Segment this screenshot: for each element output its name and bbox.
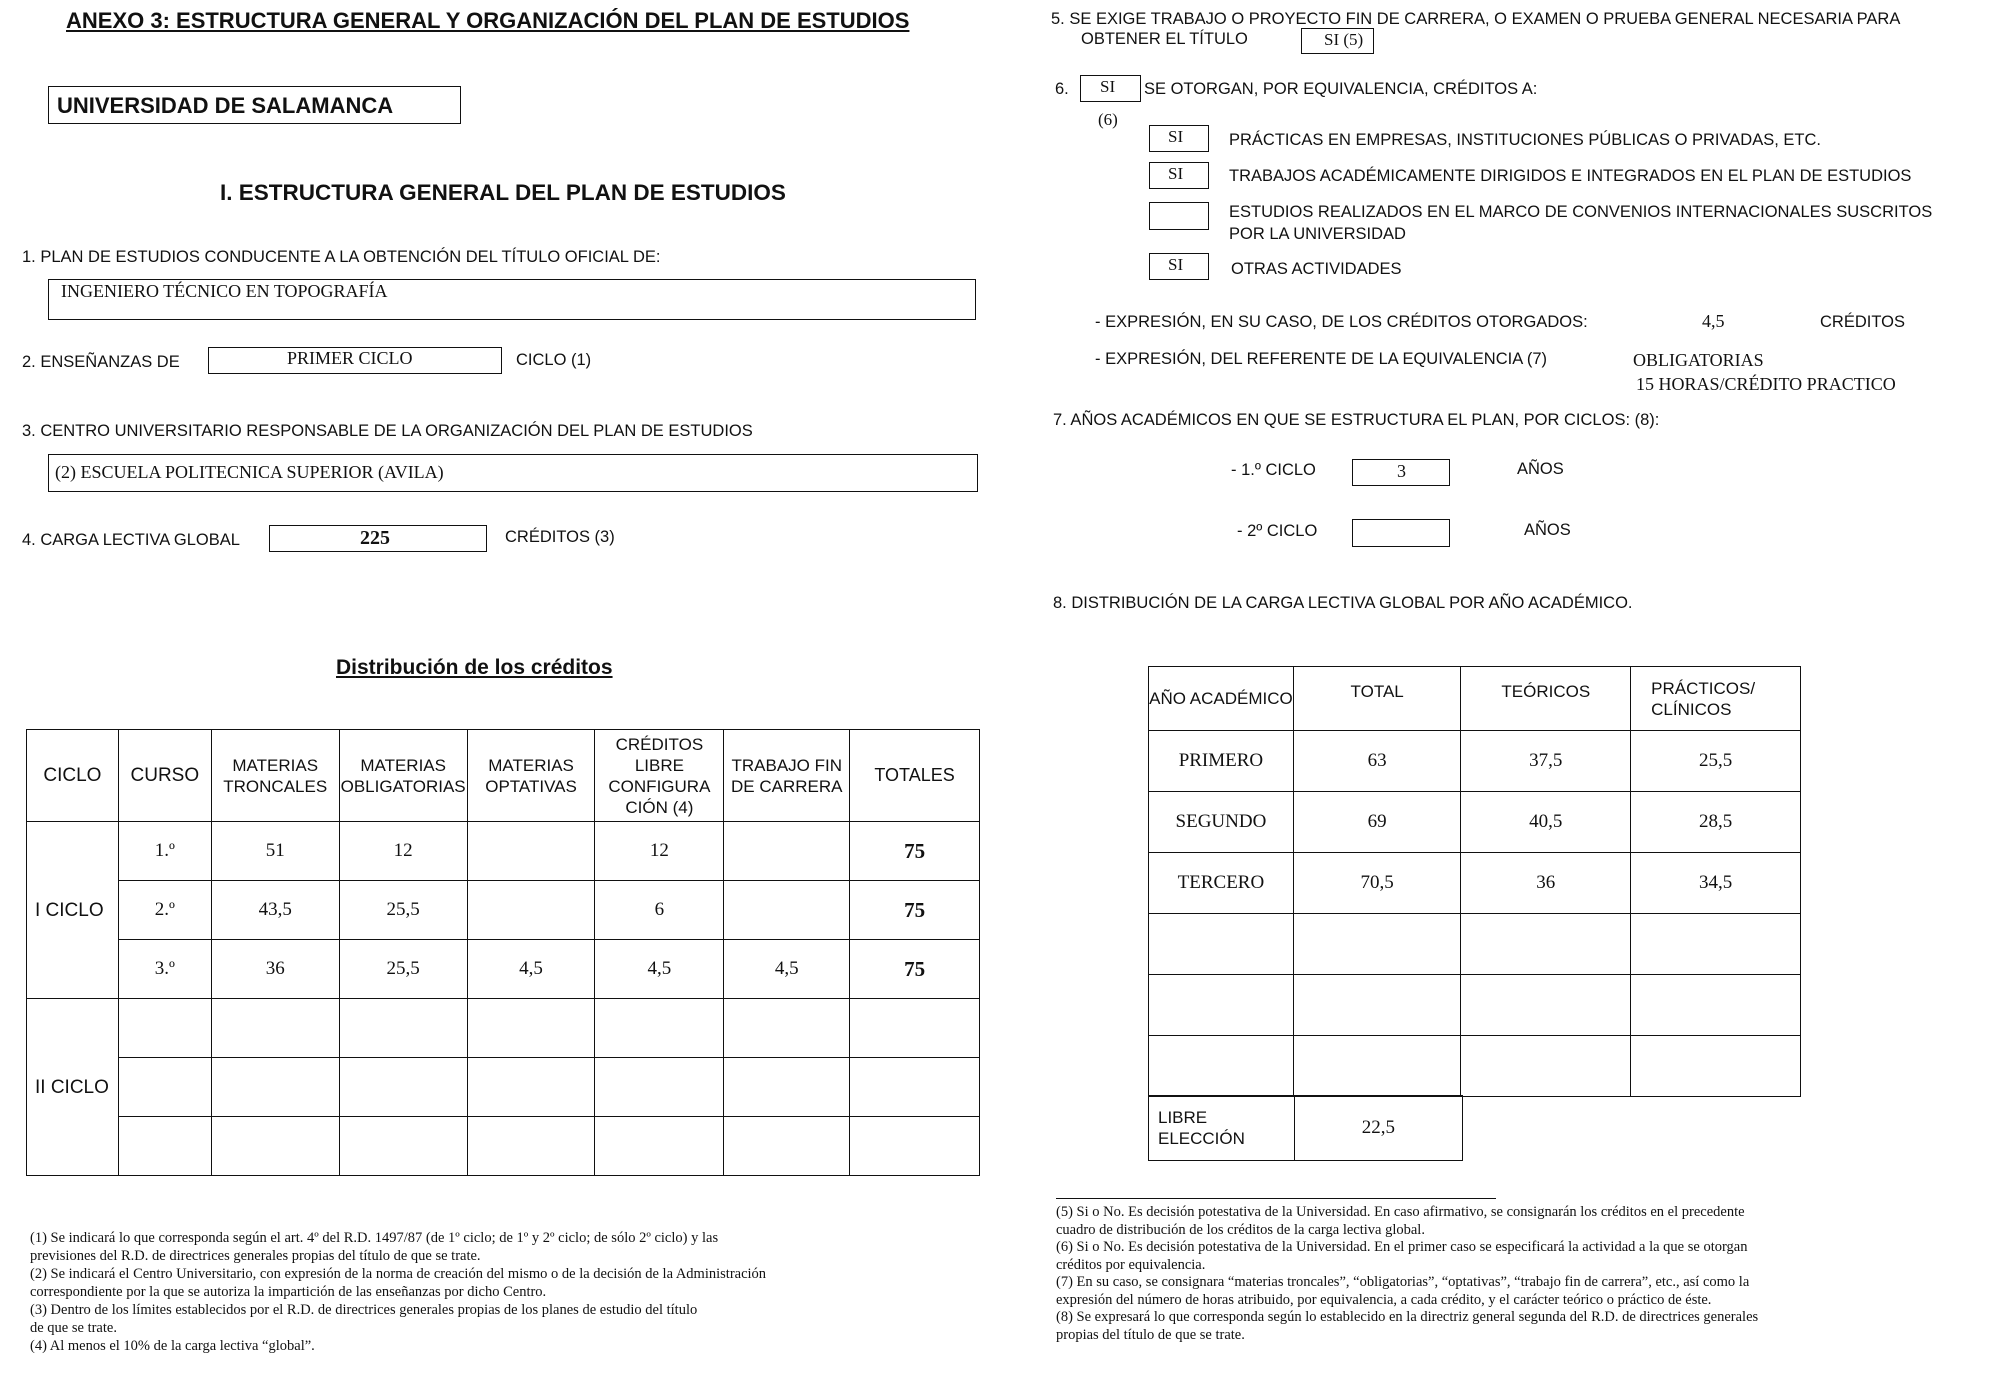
table-row [27,822,980,881]
libre-eleccion-table [1148,1095,1463,1161]
table-row [1149,792,1801,853]
dist-title: Distribución de los créditos [336,656,613,679]
th-ciclo: CICLO [27,730,119,822]
option-2-mark [1149,162,1209,189]
expr1-value: 4,5 [1702,311,1725,331]
table-cell [1631,914,1801,975]
footnote-line: (5) Si o No. Es decisión potestativa de la Universidad. En caso afirmativo, se consignarán los créditos en el precedente [1056,1204,1745,1220]
table-cell [1461,914,1631,975]
table-cell [467,822,595,881]
table-cell: 43,5 [211,881,339,940]
table-cell [118,1117,211,1176]
table-cell [467,881,595,940]
table-cell [724,1117,850,1176]
university-box [48,86,461,124]
right-footnotes [1056,1204,1758,1344]
table-row [1149,1036,1801,1097]
table-cell: 28,5 [1631,792,1801,853]
footnote-line: (7) En su caso, se consignara “materias troncales”, “obligatorias”, “optativas”, “trabajo fin de carrera”, etc., así como la [1056,1274,1750,1290]
item6-field [1080,75,1141,102]
ciclo2-label: - 2º CICLO [1237,522,1318,540]
item4-label: 4. CARGA LECTIVA GLOBAL [22,531,240,549]
table-cell [1631,1036,1801,1097]
table-cell: 63 [1293,731,1461,792]
table-cell: 70,5 [1293,853,1461,914]
th-optativas: MATERIAS OPTATIVAS [467,730,595,822]
th-teoricos: TEÓRICOS [1461,667,1631,731]
footnote-line: correspondiente por la que se autoriza la impartición de las enseñanzas por dicho Centro. [30,1284,547,1300]
table-cell [211,1117,339,1176]
table-cell: 40,5 [1461,792,1631,853]
table-row [27,1058,980,1117]
table-cell [850,999,980,1058]
ciclo-field [208,347,502,374]
credits-table [26,729,980,1176]
ciclo2-years-field [1352,519,1450,547]
th-totales: TOTALES [850,730,980,822]
footnote-line: previsiones del R.D. de directrices generales propias del título de que se trate. [30,1248,481,1264]
libre-eleccion-value: 22,5 [1294,1096,1462,1161]
th-obligatorias: MATERIAS OBLIGATORIAS [339,730,467,822]
item2-suffix: CICLO (1) [516,351,592,369]
option-1-mark-value: SI [1168,127,1184,146]
table-row [27,940,980,999]
option-3-mark [1149,202,1209,230]
table-cell-total: 75 [850,822,980,881]
item5-value: SI (5) [1324,30,1364,49]
expr2-value2: 15 HORAS/CRÉDITO PRACTICO [1636,374,1896,394]
table-cell: 3.º [118,940,211,999]
table-cell [595,1117,724,1176]
table-cell [1461,1036,1631,1097]
university-name: UNIVERSIDAD DE SALAMANCA [57,93,394,118]
table-cell-total: 75 [850,940,980,999]
table-row [1149,853,1801,914]
table-row [1149,975,1801,1036]
libre-eleccion-line2: ELECCIÓN [1158,1129,1245,1148]
th-troncales: MATERIAS TRONCALES [211,730,339,822]
ciclo-value: PRIMER CICLO [287,348,413,368]
carga-value: 225 [360,527,390,549]
section-title: I. ESTRUCTURA GENERAL DEL PLAN DE ESTUDIOS [220,180,786,205]
table-cell: 36 [1461,853,1631,914]
centro-value: (2) ESCUELA POLITECNICA SUPERIOR (AVILA) [55,462,444,482]
ciclo1-years-field [1352,459,1450,486]
table-cell: 69 [1293,792,1461,853]
th-trabajo-fin: TRABAJO FIN DE CARRERA [724,730,850,822]
option-4-mark [1149,253,1209,280]
ciclo1-label: - 1.º CICLO [1231,461,1316,479]
ciclo-2-label: II CICLO [27,999,119,1176]
th-curso: CURSO [118,730,211,822]
item7-label: 7. AÑOS ACADÉMICOS EN QUE SE ESTRUCTURA EL PLAN, POR CICLOS: (8): [1053,411,1660,429]
item6-num: 6. [1055,80,1069,98]
option-3-label: ESTUDIOS REALIZADOS EN EL MARCO DE CONVENIOS INTERNACIONALES SUSCRITOS [1229,203,1933,221]
ciclo1-years-value: 3 [1397,461,1406,481]
ciclo-1-label: I CICLO [27,822,119,999]
document-title: ANEXO 3: ESTRUCTURA GENERAL Y ORGANIZACIÓN DEL PLAN DE ESTUDIOS [66,8,910,33]
table-cell [724,999,850,1058]
expr1-unit: CRÉDITOS [1820,313,1905,331]
item3-label: 3. CENTRO UNIVERSITARIO RESPONSABLE DE LA ORGANIZACIÓN DEL PLAN DE ESTUDIOS [22,422,753,440]
table-cell: 25,5 [339,940,467,999]
table-cell [595,999,724,1058]
table-cell-year: SEGUNDO [1149,792,1294,853]
option-2-label: TRABAJOS ACADÉMICAMENTE DIRIGIDOS E INTEGRADOS EN EL PLAN DE ESTUDIOS [1229,167,1912,185]
option-2-mark-value: SI [1168,164,1184,183]
option-1-label: PRÁCTICAS EN EMPRESAS, INSTITUCIONES PÚBLICAS O PRIVADAS, ETC. [1229,131,1821,149]
expr2-value1: OBLIGATORIAS [1633,350,1764,370]
table-cell: 4,5 [467,940,595,999]
table-cell: 2.º [118,881,211,940]
degree-title-value: INGENIERO TÉCNICO EN TOPOGRAFÍA [61,281,388,301]
libre-eleccion-line1: LIBRE [1158,1108,1208,1127]
option-3-label-cont: POR LA UNIVERSIDAD [1229,225,1406,243]
table-cell [339,1058,467,1117]
item8-label: 8. DISTRIBUCIÓN DE LA CARGA LECTIVA GLOBAL POR AÑO ACADÉMICO. [1053,594,1633,612]
table-cell [1293,914,1461,975]
footnote-line: (1) Se indicará lo que corresponda según el art. 4º del R.D. 1497/87 (de 1º ciclo; de 1º y 2º ciclo; de sólo 2º ciclo) y las [30,1230,719,1246]
th-total: TOTAL [1293,667,1461,731]
option-1-mark [1149,125,1209,152]
th-libre-configuracion: CRÉDITOS LIBRE CONFIGURA CIÓN (4) [595,730,724,822]
footnote-line: propias del título de que se trate. [1056,1326,1245,1343]
expr1-label: - EXPRESIÓN, EN SU CASO, DE LOS CRÉDITOS OTORGADOS: [1095,313,1588,331]
table-cell: 6 [595,881,724,940]
table-cell [467,1058,595,1117]
footnote-line: (4) Al menos el 10% de la carga lectiva “global”. [30,1338,315,1354]
footnote-line: (3) Dentro de los límites establecidos por el R.D. de directrices generales propias de los planes de estudio del título [30,1302,698,1318]
item6-note: (6) [1098,110,1118,129]
item5-line2: OBTENER EL TÍTULO [1081,30,1248,48]
item2-label: 2. ENSEÑANZAS DE [22,353,180,371]
year-distribution-table [1148,666,1801,1097]
table-cell: 12 [595,822,724,881]
table-cell [724,881,850,940]
option-4-label: OTRAS ACTIVIDADES [1231,260,1402,278]
table-row [27,999,980,1058]
left-footnotes [30,1229,766,1355]
centro-field [48,454,978,492]
footnote-line: (8) Se expresará lo que corresponda según lo establecido en la directriz general segunda del R.D. de directrices generales [1056,1309,1759,1325]
footnote-line: de que se trate. [30,1320,117,1336]
table-row [27,881,980,940]
item5-field [1301,28,1374,54]
table-cell: 34,5 [1631,853,1801,914]
item4-suffix: CRÉDITOS (3) [505,528,615,546]
table-cell: 36 [211,940,339,999]
th-practicos: PRÁCTICOS/ CLÍNICOS [1631,667,1801,731]
table-cell: 4,5 [724,940,850,999]
table-cell: 37,5 [1461,731,1631,792]
table-row [1149,914,1801,975]
expr2-label: - EXPRESIÓN, DEL REFERENTE DE LA EQUIVALENCIA (7) [1095,350,1548,368]
table-cell: 51 [211,822,339,881]
item6-label: SE OTORGAN, POR EQUIVALENCIA, CRÉDITOS A: [1144,80,1538,98]
item1-label: 1. PLAN DE ESTUDIOS CONDUCENTE A LA OBTENCIÓN DEL TÍTULO OFICIAL DE: [22,248,661,266]
th-ano-academico: AÑO ACADÉMICO [1149,667,1294,731]
table-cell: 4,5 [595,940,724,999]
table-cell: 25,5 [339,881,467,940]
table-cell [339,1117,467,1176]
table-cell [1461,975,1631,1036]
option-4-mark-value: SI [1168,255,1184,274]
table-row [27,1117,980,1176]
table-cell: 1.º [118,822,211,881]
carga-field [269,525,487,552]
table-cell-year: TERCERO [1149,853,1294,914]
footnote-line: cuadro de distribución de los créditos de la carga lectiva global. [1056,1221,1425,1238]
table-row [1149,731,1801,792]
table-cell [118,1058,211,1117]
libre-eleccion-label [1149,1096,1295,1161]
table-cell [724,822,850,881]
table-cell [1293,1036,1461,1097]
ciclo2-unit: AÑOS [1524,521,1571,539]
table-cell [339,999,467,1058]
footnote-line: créditos por equivalencia. [1056,1256,1206,1273]
footnote-line: (2) Se indicará el Centro Universitario, con expresión de la norma de creación del mismo o de la decisión de la Administración [30,1266,767,1282]
table-cell: 12 [339,822,467,881]
item5-line1: 5. SE EXIGE TRABAJO O PROYECTO FIN DE CARRERA, O EXAMEN O PRUEBA GENERAL NECESARIA PARA [1051,10,1901,28]
table-cell-total: 75 [850,881,980,940]
table-cell [850,1058,980,1117]
table-cell [118,999,211,1058]
footnote-line: (6) Si o No. Es decisión potestativa de la Universidad. En el primer caso se especificará la actividad a la que se otorgan [1056,1239,1748,1255]
ciclo1-unit: AÑOS [1517,460,1564,478]
table-cell [1631,975,1801,1036]
table-cell [211,999,339,1058]
table-cell [467,999,595,1058]
degree-title-field [48,279,976,320]
table-cell [467,1117,595,1176]
item6-value: SI [1100,77,1116,96]
table-cell [724,1058,850,1117]
table-cell [1149,1036,1294,1097]
table-cell [1293,975,1461,1036]
footnote-line: expresión del número de horas atribuido, por equivalencia, a cada crédito, y el carácter teórico o práctico de éste. [1056,1291,1712,1308]
table-cell [595,1058,724,1117]
footnote-rule [1056,1198,1496,1199]
table-cell [211,1058,339,1117]
table-cell: 25,5 [1631,731,1801,792]
table-cell-year: PRIMERO [1149,731,1294,792]
table-cell [1149,914,1294,975]
table-cell [1149,975,1294,1036]
table-cell [850,1117,980,1176]
